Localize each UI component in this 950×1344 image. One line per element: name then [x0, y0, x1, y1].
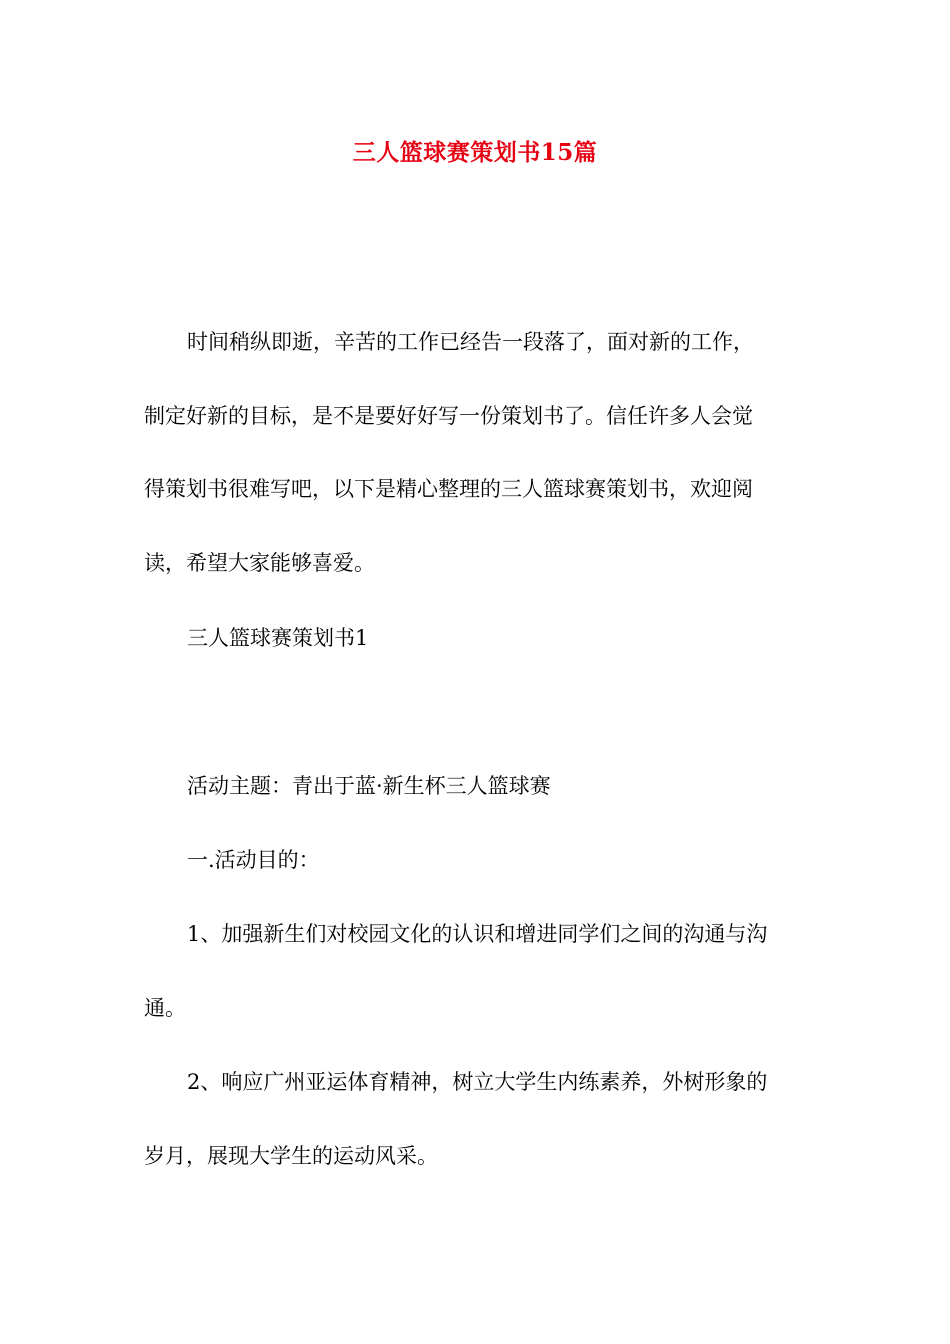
intro-line-2: 制定好新的目标，是不是要好好写一份策划书了。信任许多人会觉: [144, 404, 753, 428]
intro-line-4: 读，希望大家能够喜爱。: [144, 551, 375, 575]
activity-theme: 活动主题：青出于蓝·新生杯三人篮球赛: [187, 774, 551, 798]
purpose-heading: 一.活动目的：: [187, 848, 320, 872]
purpose-item-1-line-2: 通。: [144, 996, 186, 1020]
intro-line-1: 时间稍纵即逝，辛苦的工作已经告一段落了，面对新的工作，: [187, 330, 754, 354]
intro-line-3: 得策划书很难写吧，以下是精心整理的三人篮球赛策划书，欢迎阅: [144, 477, 753, 501]
document-title: 三人篮球赛策划书15篇: [352, 139, 598, 166]
purpose-item-2-line-1: 2、响应广州亚运体育精神，树立大学生内练素养，外树形象的: [187, 1070, 768, 1094]
purpose-item-2-line-2: 岁月，展现大学生的运动风采。: [144, 1144, 438, 1168]
purpose-item-1-line-1: 1、加强新生们对校园文化的认识和增进同学们之间的沟通与沟: [187, 922, 768, 946]
section-heading: 三人篮球赛策划书1: [187, 626, 369, 650]
